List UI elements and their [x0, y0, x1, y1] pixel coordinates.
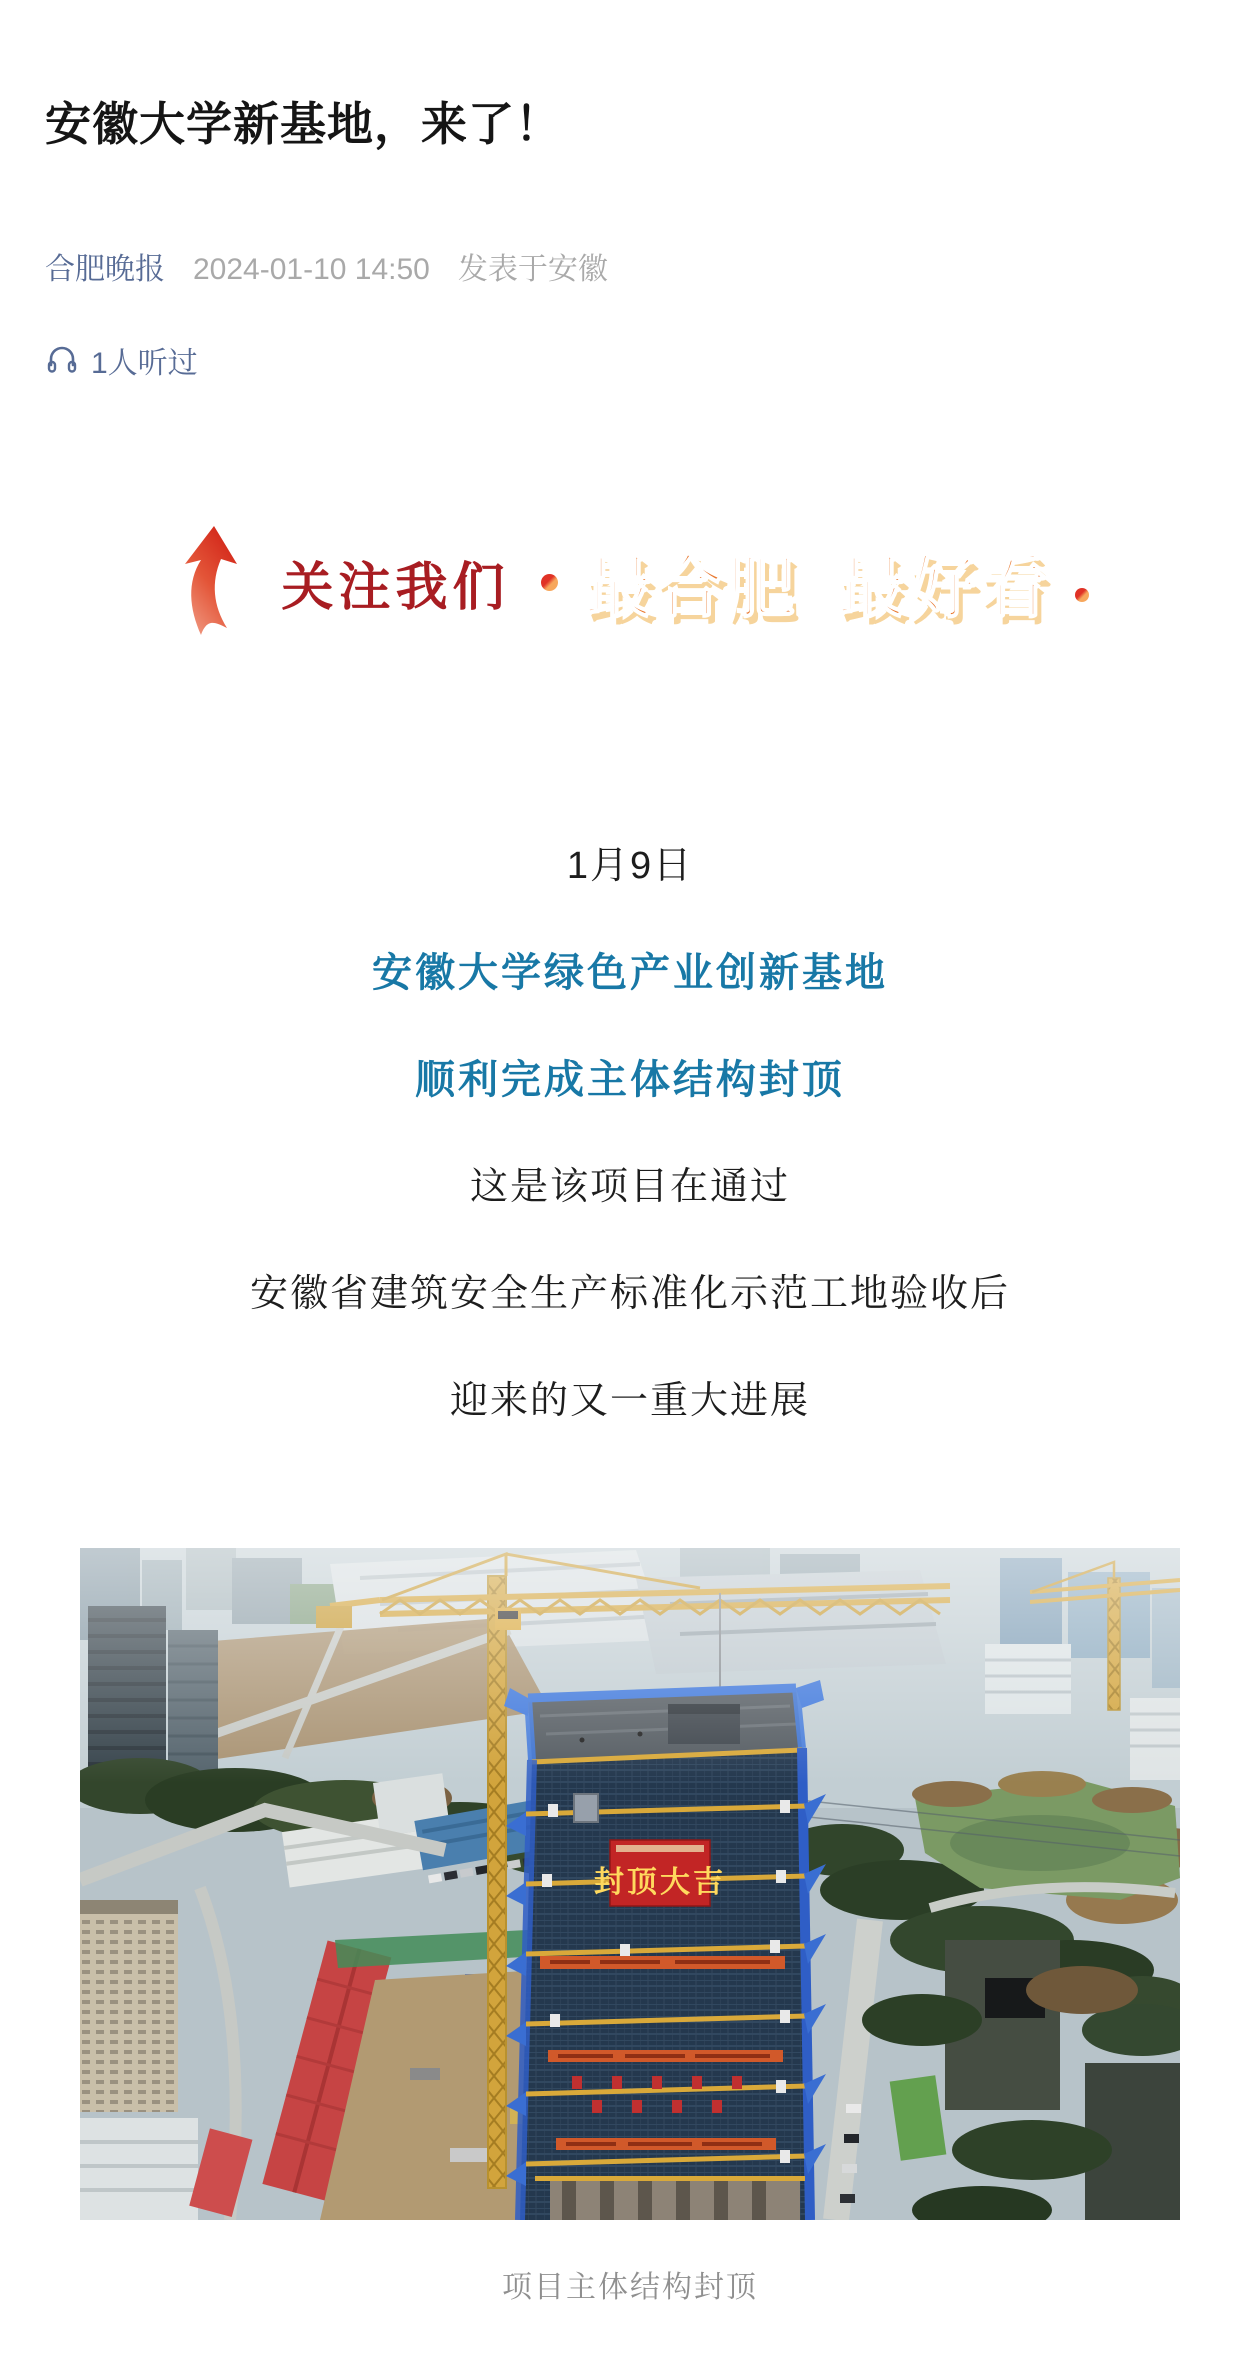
meta-row — [45, 244, 1215, 288]
publish-time: 2024-01-10 14:50 — [193, 253, 430, 286]
listen-count-label: 1人听过 — [91, 347, 198, 380]
separator-dot-icon — [541, 574, 558, 591]
topping-banner-text: 封顶大吉 — [594, 1866, 726, 1899]
slogan-text-1: 最合肥 — [584, 549, 798, 626]
article-body — [0, 844, 1260, 1423]
follow-us-banner-image[interactable] — [170, 520, 1090, 644]
account-link[interactable]: 合肥晚报 — [45, 253, 165, 286]
construction-photo[interactable] — [80, 1548, 1180, 2306]
separator-dot-icon — [1075, 588, 1089, 602]
audio-listen-row[interactable] — [45, 338, 1215, 382]
headphone-icon — [45, 343, 79, 377]
article-paragraph: 迎来的又一重大进展 — [449, 1380, 810, 1422]
slogan-text-2: 最好看 — [837, 549, 1051, 626]
up-arrow-icon — [171, 524, 257, 636]
article-paragraph: 顺利完成主体结构封顶 — [415, 1058, 845, 1102]
photo-caption: 项目主体结构封顶 — [502, 2271, 758, 2304]
article-title: 安徽大学新基地，来了！ — [45, 98, 562, 150]
follow-us-text: 关注我们 — [281, 558, 510, 617]
publish-location: 发表于安徽 — [457, 253, 608, 286]
article-paragraph: 这是该项目在通过 — [469, 1166, 790, 1208]
article-paragraph: 安徽省建筑安全生产标准化示范工地验收后 — [249, 1273, 1010, 1315]
article-paragraph: 1月9日 — [566, 845, 694, 887]
article-paragraph: 安徽大学绿色产业创新基地 — [372, 951, 888, 995]
aerial-construction-photo-svg — [80, 1548, 1180, 2220]
